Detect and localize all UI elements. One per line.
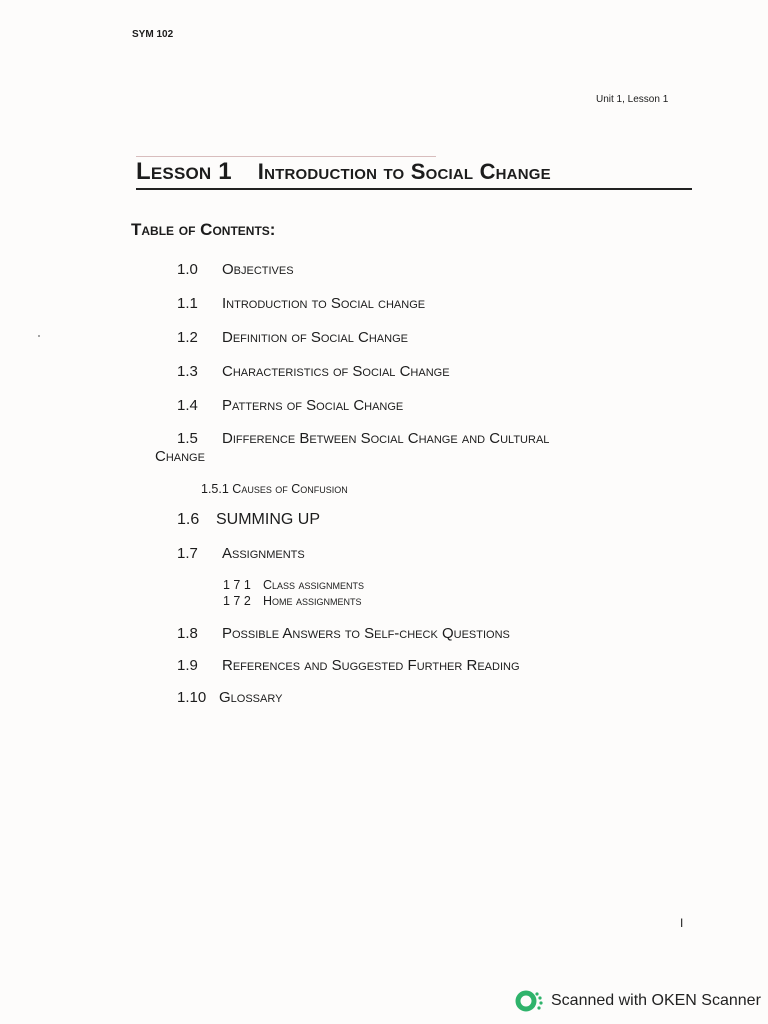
toc-entry-number: 1 7 1 [223,578,251,592]
toc-entry [177,430,549,447]
toc-entry-number: 1.3 [177,363,198,380]
toc-entry-number: 1 7 2 [223,594,251,608]
course-code: SYM 102 [132,29,174,40]
toc-entry-number: 1.6 [177,511,200,528]
toc-entry-label: Causes of Confusion [232,482,348,496]
toc-entry [177,329,408,346]
title-underline [136,188,692,190]
toc-entry-number: 1.1 [177,295,198,312]
toc-entry-label: Home assignments [263,594,362,608]
toc-entry [177,397,403,414]
lesson-topic: Introduction to Social Change [257,159,551,184]
toc-entry-number: 1.7 [177,545,198,562]
toc-entry-label: Class assignments [263,578,365,592]
faint-scan-line [136,156,436,157]
toc-heading: Table of Contents: [131,220,276,239]
scanner-watermark-text: Scanned with OKEN Scanner [551,992,761,1009]
toc-entry-number: 1.9 [177,657,198,674]
toc-subentry [223,578,364,592]
lesson-number: Lesson 1 [136,158,232,185]
toc-entry-label: Possible Answers to Self-check Questions [222,625,510,642]
toc-entry-label: SUMMING UP [216,511,320,528]
toc-entry-label: Objectives [222,261,294,278]
toc-entry [177,625,510,642]
unit-lesson-reference: Unit 1, Lesson 1 [596,94,669,105]
toc-entry [177,363,450,380]
toc-entry-label: Definition of Social Change [222,329,408,346]
toc-entry-number: 1.4 [177,397,198,414]
toc-entry [177,295,425,312]
toc-entry-number: 1.10 [177,689,207,706]
toc-entry-number: 1.0 [177,261,198,278]
toc-entry-number: 1.2 [177,329,198,346]
lesson-title [136,158,692,186]
toc-entry-label: Assignments [222,545,305,562]
toc-entry-number: 1.8 [177,625,198,642]
toc-entry-label: Patterns of Social Change [222,397,404,414]
toc-entry-label: References and Suggested Further Reading [222,657,520,674]
toc-entry [177,511,320,529]
toc-subentry [201,482,348,496]
toc-entry-continuation: Change [155,448,205,465]
toc-entry [177,689,282,706]
toc-subentry [223,594,362,608]
toc-entry-number: 1.5 [177,430,198,447]
toc-entry-label: Introduction to Social change [222,295,426,312]
toc-entry-label: Glossary [219,689,283,706]
toc-entry [177,657,520,674]
toc-entry [177,261,294,278]
toc-entry-label: Difference Between Social Change and Cultural [222,430,550,447]
scanner-watermark [515,988,761,1014]
oken-scanner-logo-icon [515,988,543,1014]
toc-entry [177,545,305,562]
scan-speck [38,335,40,337]
toc-entry-label: Characteristics of Social Change [222,363,450,380]
toc-entry-number: 1.5.1 [201,482,229,496]
page-number: I [680,916,684,930]
